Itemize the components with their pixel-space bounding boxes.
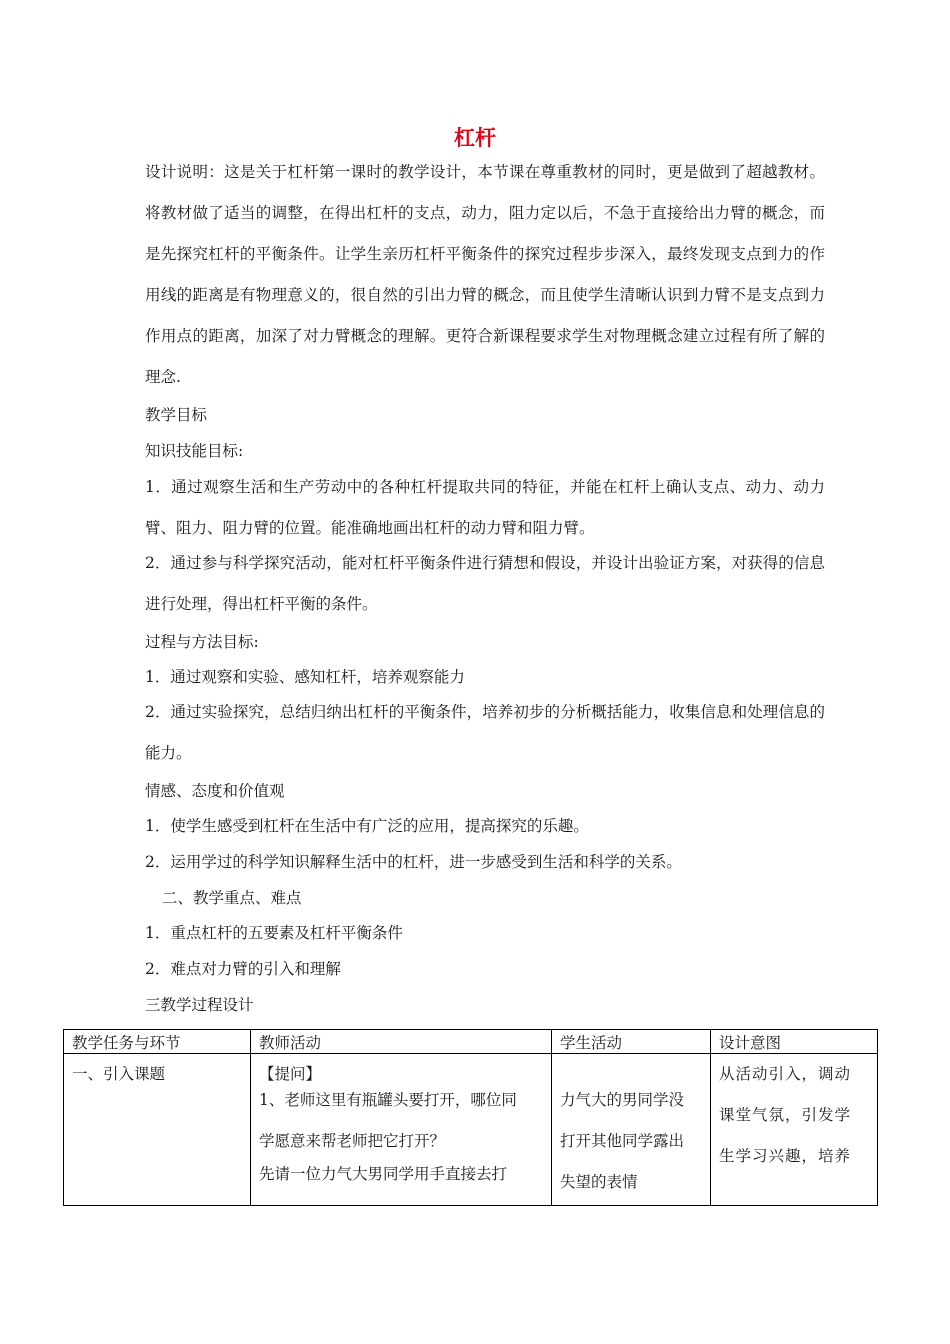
task-text: 一、引入课题 [72,1065,166,1083]
key-points-heading: 二、教学重点、难点 [162,889,302,907]
process-item-1: 1．通过观察和实验、感知杠杆，培养观察能力 [145,668,465,686]
process-design-heading: 三教学过程设计 [145,996,254,1014]
knowledge-item-1: 1．通过观察生活和生产劳动中的各种杠杆提取共同的特征，并能在杠杆上确认支点、动力、动力臂、阻力、阻力臂的位置。能准确地画出杠杆的动力臂和阻力臂。 [145,478,825,537]
key-points-item-1: 1．重点杠杆的五要素及杠杆平衡条件 [145,924,403,942]
teacher-cell [251,1054,552,1206]
student-line: 打开其他同学露出 [560,1132,685,1150]
emotion-heading: 情感、态度和价值观 [145,782,285,800]
intent-line: 生学习兴趣，培养 [719,1147,852,1165]
intent-cell [711,1054,878,1206]
teacher-line: 先请一位力气大男同学用手直接去打 [259,1165,508,1183]
student-cell [552,1054,711,1206]
student-line: 失望的表情 [560,1173,638,1191]
objectives-heading: 教学目标 [145,406,208,424]
process-item-2: 2．通过实验探究，总结归纳出杠杆的平衡条件，培养初步的分析概括能力，收集信息和处理信息的能力。 [145,703,825,762]
knowledge-heading: 知识技能目标: [145,442,244,460]
intent-line: 课堂气氛，引发学 [719,1106,852,1124]
key-points-item-2: 2．难点对力臂的引入和理解 [145,960,341,978]
emotion-item-2: 2．运用学过的科学知识解释生活中的杠杆，进一步感受到生活和科学的关系。 [145,853,682,871]
intent-line: 从活动引入，调动 [719,1065,852,1083]
student-line: 力气大的男同学没 [560,1091,685,1109]
table-header-row [64,1030,878,1054]
table-row [64,1054,878,1206]
header-student: 学生活动 [560,1034,623,1052]
table-header-cell [552,1030,711,1054]
header-intent: 设计意图 [719,1034,782,1052]
teacher-line: 1、老师这里有瓶罐头要打开，哪位同 [259,1091,517,1109]
knowledge-item-2: 2．通过参与科学探究活动，能对杠杆平衡条件进行猜想和假设，并设计出验证方案，对获得的信息进行处理，得出杠杆平衡的条件。 [145,554,825,613]
table-header-cell [251,1030,552,1054]
teacher-line: 【提问】 [259,1065,322,1083]
task-cell [64,1054,251,1206]
header-task: 教学任务与环节 [72,1034,181,1052]
emotion-item-1: 1．使学生感受到杠杆在生活中有广泛的应用，提高探究的乐趣。 [145,817,589,835]
lesson-plan-table [63,1029,878,1206]
page-title: 杠杆 [454,126,496,150]
header-teacher: 教师活动 [259,1034,322,1052]
design-note-paragraph: 设计说明：这是关于杠杆第一课时的教学设计，本节课在尊重教材的同时，更是做到了超越教材。将教材做了适当的调整，在得出杠杆的支点，动力，阻力定以后，不急于直接给出力臂的概念，而是先探究杠杆的平衡条件。让学生亲历杠杆平衡条件的探究过程步步深入，最终发现支点到力的作用线的距离是有物理意义的，很自然的引出力臂的概念，而且使学生清晰认识到力臂不是支点到力作用点的距离，加深了对力臂概念的理解。更符合新课程要求学生对物理概念建立过程有所了解的理念. [145,163,825,386]
teacher-line: 学愿意来帮老师把它打开？ [259,1132,446,1150]
process-heading: 过程与方法目标: [145,633,259,651]
table-header-cell [64,1030,251,1054]
table-header-cell [711,1030,878,1054]
